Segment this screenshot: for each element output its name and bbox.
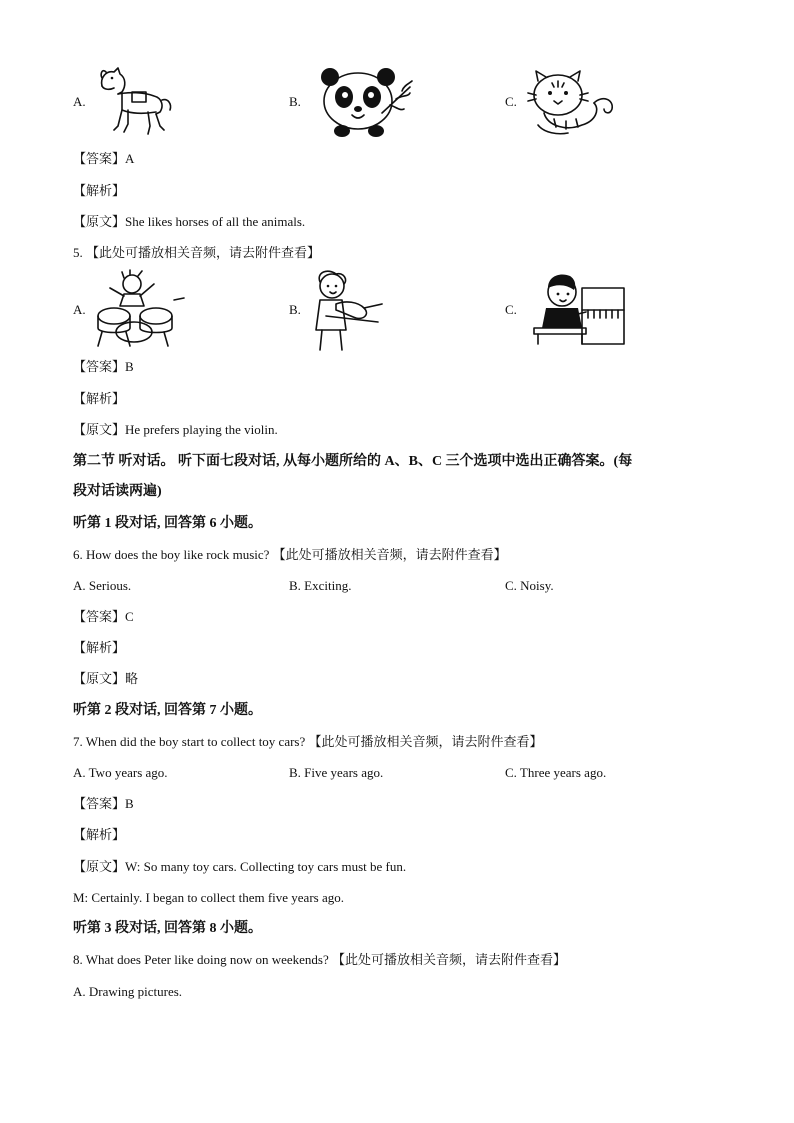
dialog2-heading: 听第 2 段对话, 回答第 7 小题。: [73, 703, 262, 718]
section2-heading-line2: 段对话读两遍): [73, 484, 162, 499]
panda-icon: [316, 65, 416, 143]
q4-option-c-label: C.: [505, 94, 517, 109]
q5-stem: 5. 【此处可播放相关音频，请去附件查看】: [73, 245, 321, 260]
q7-stem: 7. When did the boy start to collect toy cars? 【此处可播放相关音频，请去附件查看】: [73, 734, 543, 749]
q7-option-c: C. Three years ago.: [505, 765, 607, 780]
q7-option-a: A. Two years ago.: [73, 765, 168, 780]
section2-heading-line1: 第二节 听对话。 听下面七段对话, 从每小题所给的 A、B、C 三个选项中选出正确答案。(每: [73, 454, 633, 469]
q7-option-b: B. Five years ago.: [289, 765, 384, 780]
tiger-icon: [524, 65, 620, 143]
q4-analysis: 【解析】: [73, 183, 126, 198]
q5-original-text: 【原文】He prefers playing the violin.: [73, 422, 278, 437]
q4-option-b-label: B.: [289, 94, 301, 109]
dialog3-heading: 听第 3 段对话, 回答第 8 小题。: [73, 921, 262, 936]
q8-option-a: A. Drawing pictures.: [73, 984, 183, 999]
q7-answer: 【答案】B: [73, 796, 134, 811]
q6-answer: 【答案】C: [73, 609, 134, 624]
q4-original-text: 【原文】She likes horses of all the animals.: [73, 214, 306, 229]
q5-answer: 【答案】B: [73, 359, 134, 374]
q5-option-a-label: A.: [73, 302, 86, 317]
violin-icon: [306, 270, 386, 358]
drums-icon: [94, 270, 186, 354]
q7-original-text-m: M: Certainly. I began to collect them five years ago.: [73, 890, 344, 905]
dialog1-heading: 听第 1 段对话, 回答第 6 小题。: [73, 516, 262, 531]
q6-original-text: 【原文】略: [73, 671, 139, 686]
q6-option-c: C. Noisy.: [505, 578, 554, 593]
q8-stem: 8. What does Peter like doing now on weekends? 【此处可播放相关音频，请去附件查看】: [73, 952, 566, 967]
q6-stem: 6. How does the boy like rock music? 【此处可播放相关音频，请去附件查看】: [73, 547, 507, 562]
q7-original-text-w: 【原文】W: So many toy cars. Collecting toy cars must be fun.: [73, 859, 407, 874]
q5-analysis: 【解析】: [73, 391, 126, 406]
q7-analysis: 【解析】: [73, 827, 126, 842]
q6-analysis: 【解析】: [73, 640, 126, 655]
q6-option-b: B. Exciting.: [289, 578, 352, 593]
q4-option-a-label: A.: [73, 94, 86, 109]
q4-answer: 【答案】A: [73, 151, 135, 166]
q5-option-b-label: B.: [289, 302, 301, 317]
q6-option-a: A. Serious.: [73, 578, 132, 593]
horse-icon: [92, 64, 174, 142]
piano-icon: [526, 270, 626, 352]
q5-option-c-label: C.: [505, 302, 517, 317]
